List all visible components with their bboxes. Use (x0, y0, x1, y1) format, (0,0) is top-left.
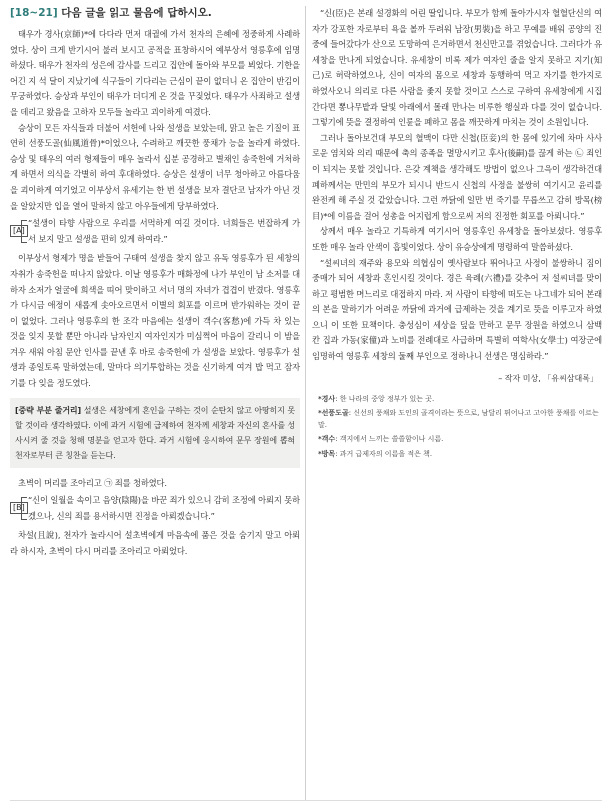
passage-paragraph: 이부상서 형제가 명을 받들어 구태여 설생을 찾지 않고 유독 영릉후가 된 세창의 자취가 송죽헌을 떠나지 않았다. 이날 영릉후가 매화정에 나가 부인이 남 소저를 대하자 소저가 얼굴에 희색을 띠어 맞이하고 서너 명의 자녀가 겹겹이 반겼다. 영릉후가 다시금 애정이 새롭게 솟아오르면서 이별의 회포를 이르며 반가워하는 것이 끝이 없었다. 그러나 영릉후의 한 조각 마음에는 설생이 객수(客愁)에 가득 차 있는 것을 잊지 못할 뿐만 아니라 남자인지 여자인지가 미심쩍어 마음이 갈리니 이 밤을 겨우 새워 아침 문안 인사를 끝낸 후 바로 송죽헌에 가 설생을 보았다. 영릉후가 설생과 종일토록 말하였는데, 말마다 의기투합하는 것을 신기하게 여겨 밥 먹고 잠자기를 다 잊을 정도였다. (10, 253, 300, 389)
right-column (312, 0, 602, 463)
question-number: [18~21] (10, 7, 58, 19)
bracket-block-a (10, 216, 300, 247)
glossary-item: *경사: 한 나라의 중앙 정부가 있는 곳. (318, 394, 435, 403)
bracket-label-a: [A] (10, 225, 28, 237)
bracket-label-b: [B] (10, 502, 28, 514)
question-header (10, 6, 300, 20)
summary-text: 설생은 세창에게 혼인을 구하는 것이 순탄치 않고 아땅히지 못할 것이라 생각하였다. 이에 과거 시험에 급제하여 천자께 세창과 자신의 혼사를 성사시켜 줄 것을 청해 명분을 얻고자 한다. 과거 시험에 응시하여 문무 장원에 뽑혀 천자로부터 큰 칭찬을 듣는다. (15, 405, 295, 460)
question-instruction: 다음 글을 읽고 물음에 답하시오. (61, 7, 212, 19)
bracket-b-text: “신이 일월을 속이고 음양(陰陽)을 바꾼 죄가 있으니 감히 조정에 아뢰지 못하겠으나, 신의 죄를 용서하시면 진정을 아뢰겠습니다.” (28, 495, 300, 521)
source-credit: – 작자 미상, 「유씨삼대록」 (498, 373, 598, 383)
passage-paragraph: 초벽이 머리를 조아리고 ㉠ 죄를 청하였다. (18, 477, 167, 488)
passage-paragraph: 승상이 모든 자식들과 더불어 서헌에 나와 설생을 보았는데, 맑고 높은 기질이 표연히 선풍도골(仙風道骨)*이었으나, 수려하고 깨끗한 풍채가 능을 놀라게 하였다. 승상 및 태우의 여러 형제들이 매우 놀라서 십분 공경하고 별채인 송죽헌에 거처하게 하면서 의식을 각별히 하여 후대하였다. 승상은 설생이 너무 청아하고 아름다움을 괴이하게 여기었고 이부상서 유세기는 한 번 설생을 보자 결단코 남자가 아닌 것을 알았지만 입을 열어 말하지 않고 아우들에게 당부하였다. (10, 122, 300, 211)
passage-paragraph: 그러나 돌아보건대 부모의 혈맥이 다만 신첩(臣妾)의 한 몸에 있기에 차마 사사로운 염치와 의리 때문에 축의 종족을 멸망시키고 후사(後嗣)를 끊게 하는 ㉡ 죄인이 되지는 못할 것입니다. 은갖 계책을 생각해도 방법이 없으나 그윽이 생각하건대 폐하께서는 만민의 부모가 되시니 반드시 신첩의 사정을 불쌍히 여기시고 윤리를 완전케 해 주실 것 같았습니다. 그런 까닭에 일만 번 죽기를 무릅쓰고 감히 방목(榜目)*에 이름을 걸어 성총을 어지럽게 함으로써 저의 진정한 회포를 아뢰니다.” (312, 132, 602, 221)
summary-label: [중략 부분 줄거리] (15, 405, 81, 415)
passage-paragraph: 상께서 매우 놀라고 기특하게 여기시어 영릉후인 유세창을 돌아보셨다. 영릉후 또한 매우 놀라 안색이 흡빛이었다. 상이 유승상에게 명령하여 말씀하셨다. (312, 226, 602, 252)
passage-paragraph: “신(臣)은 본래 설경화의 어린 딸입니다. 부모가 함께 돌아가시자 혈혈단신의 여자가 강포한 자로부터 욕을 볼까 두려워 남장(男裝)을 하고 무예를 배워 공양의 진중에 들어갔다가 산으로 도망하여 은거하면서 천신만고를 겪었습니다. 그러다가 유세창을 만나게 되었습니다. 유세창이 비록 제가 여자인 줄을 알지 못하고 지기(知己)로 허락하였으나, 신이 여자의 몸으로 세창과 동행하여 먹고 자기를 한가지로 하였사오니 의리로 다른 사람을 좇지 못할 것이고 스스로 구하여 유세창에게 시집간다면 뽕나무밭과 달빛 아래에서 몰래 만나는 비루한 행실과 다를 것이 없습니다. 그렇기에 뜻을 결정하여 인륜을 폐하고 몸을 깨끗하게 마치는 것이 소원입니다. (312, 8, 602, 128)
passage-paragraph: 차설(且說), 천자가 놀라시어 설초벽에게 마음속에 품은 것을 숨기지 말고 아뢰라 하시자, 초벽이 다시 머리를 조아리고 아뢰었다. (10, 530, 300, 557)
bracket-block-b (10, 493, 300, 524)
bracket-a-text: “설생이 타향 사람으로 우리를 서먹하게 여길 것이다. 너희들은 번잡하게 가서 보지 말고 설생을 편히 있게 하여라.” (28, 218, 300, 244)
glossary (312, 394, 602, 461)
glossary-item: *방목: 과거 급제자의 이름을 적은 책. (318, 449, 433, 458)
passage-paragraph: 태우가 경사(京師)*에 다다라 먼저 대궐에 가서 천자의 은혜에 정중하게 사례하였다. 상이 크게 반기시어 불러 보시고 공적을 표창하시어 예부상서 영릉후에 임명하셨다. 태우가 천자의 성은에 감사를 드리고 집안에 돌아와 부모를 뵈었다. 기한을 어긴 지 석 달이 지났기에 식구들이 기다리는 근심이 끝이 없더니 온 집안이 반김이 무궁하였다. 승상과 부인이 태우가 더디게 온 것을 꾸짖었다. 태우가 사죄하고 설생을 데리고 왔음을 고하자 모두들 놀라고 괴이하게 여겼다. (10, 29, 300, 117)
page-bottom-rule (10, 800, 602, 801)
column-divider (305, 6, 306, 801)
passage-paragraph: “설씨녀의 재주와 용모와 의협심이 옛사람보다 뛰어나고 사정이 불쌍하니 짐이 중매가 되어 세창과 혼인시킬 것이다. 경은 육례(六禮)를 갖추어 저 설씨녀를 맞이하고 평범한 며느리로 대접하지 마라. 저 사람이 타향에 떠도는 나그네가 되어 본래의 본을 말하기가 어려운 까닭에 과거에 급제하는 것을 계기로 뜻을 이루고자 하였으니 이 또한 묘책이다. 충성심이 세상을 덮을 만하고 문무 장원을 하였으니 삼백 칸 집과 가동(家僮)과 노비를 전례대로 사급하며 특별히 여학사(女學士) 여장군에 임명하여 영릉후 세창의 둘째 부인으로 정하나니 선생은 명심하라.” (312, 257, 602, 362)
glossary-item: *객수: 객지에서 느끼는 쓸쓸함이나 시름. (318, 435, 444, 444)
left-column (10, 0, 300, 560)
glossary-item: *선풍도골: 신선의 풍채와 도인의 골격이라는 뜻으로, 남달리 뛰어나고 고아한 풍채를 이르는 말. (318, 409, 599, 429)
summary-box (10, 398, 300, 468)
